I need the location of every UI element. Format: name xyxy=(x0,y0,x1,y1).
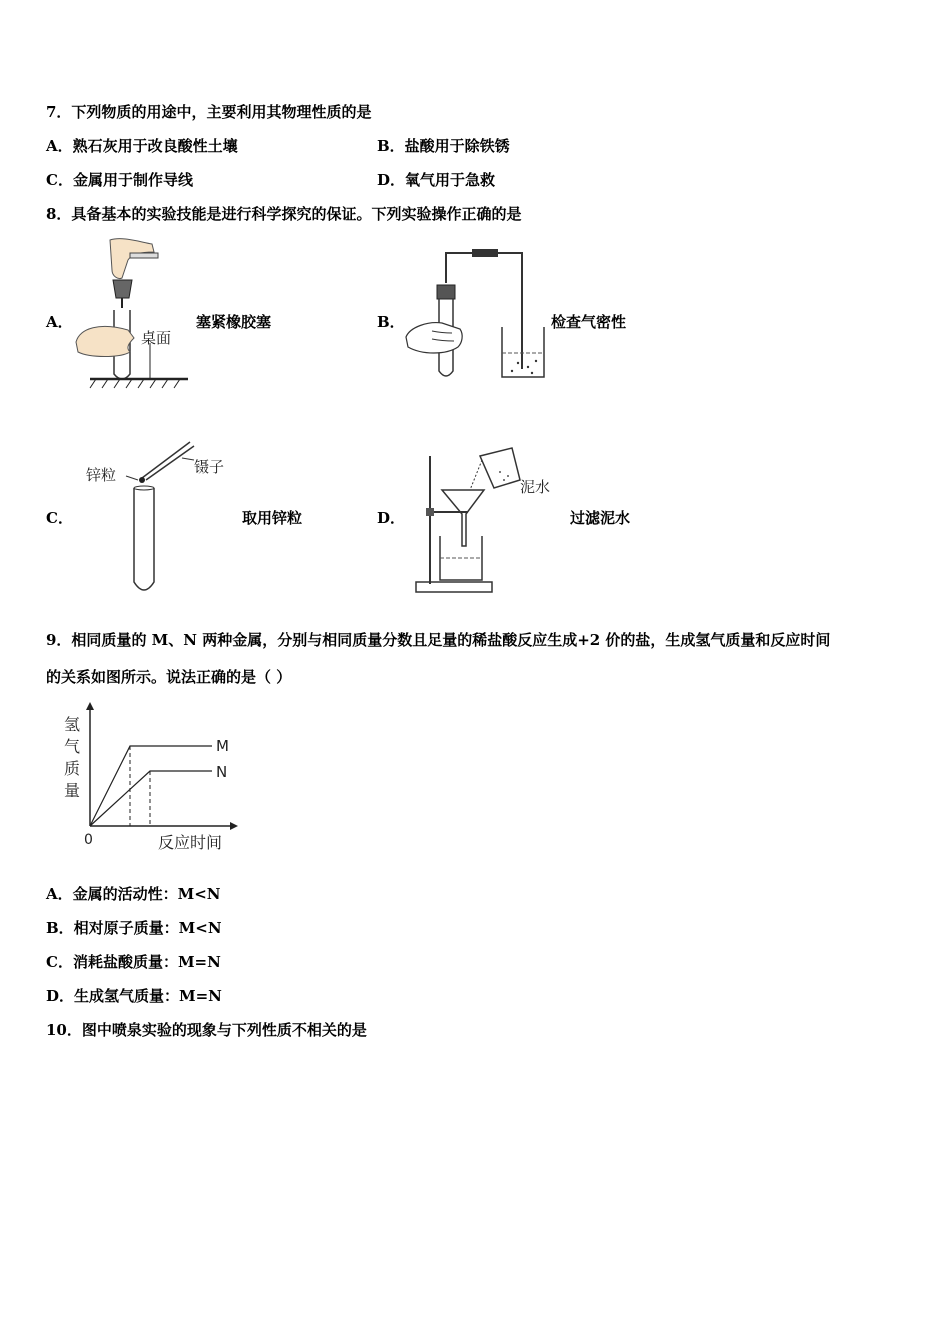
muddy-water-label: 泥水 xyxy=(520,478,551,496)
ylabel-char-2: 气 xyxy=(64,737,81,756)
q8-option-c-letter: C． xyxy=(46,509,73,527)
series-m-label: M xyxy=(216,737,229,755)
q9-option-c: C．消耗盐酸质量：M=N xyxy=(46,953,221,971)
figure-take-zinc xyxy=(84,436,234,596)
q9-option-b: B．相对原子质量：M<N xyxy=(46,919,222,937)
ylabel-char-1: 氢 xyxy=(64,715,81,734)
ylabel-char-4: 量 xyxy=(64,781,81,800)
figure-airtightness-check xyxy=(402,243,552,383)
hydrogen-time-graph xyxy=(56,700,246,858)
q7-option-d: D．氧气用于急救 xyxy=(377,171,496,189)
x-axis-arrow xyxy=(230,822,238,830)
q9-stem-line2: 的关系如图所示。说法正确的是（ ） xyxy=(46,668,292,686)
q8-option-b-caption: 检查气密性 xyxy=(551,313,627,331)
series-n-line xyxy=(90,771,212,826)
q8-option-a-caption: 塞紧橡胶塞 xyxy=(196,313,272,331)
q10-stem: 10．图中喷泉实验的现象与下列性质不相关的是 xyxy=(46,1021,367,1039)
zinc-label: 锌粒 xyxy=(86,466,117,484)
q8-option-d-caption: 过滤泥水 xyxy=(570,509,631,527)
zinc-granule xyxy=(139,477,145,483)
origin-label: 0 xyxy=(84,832,93,848)
q7-option-a: A．熟石灰用于改良酸性土壤 xyxy=(46,137,238,155)
series-m-line xyxy=(90,746,212,826)
xlabel: 反应时间 xyxy=(158,833,223,852)
q9-option-a: A．金属的活动性：M<N xyxy=(46,885,221,903)
y-axis-arrow xyxy=(86,702,94,710)
q8-option-b-letter: B． xyxy=(377,313,405,331)
q8-option-a-letter: A． xyxy=(46,313,73,331)
q7-option-c: C．金属用于制作导线 xyxy=(46,171,193,189)
table-label: 桌面 xyxy=(141,329,172,347)
q9-stem-line1: 9．相同质量的 M、N 两种金属，分别与相同质量分数且足量的稀盐酸反应生成+2 价的盐，生成氢气质量和反应时间 xyxy=(46,631,831,649)
q8-option-d-letter: D． xyxy=(377,509,406,527)
q7-option-b: B．盐酸用于除铁锈 xyxy=(377,137,510,155)
tweezer-label: 镊子 xyxy=(194,458,225,476)
q8-option-c-caption: 取用锌粒 xyxy=(242,509,303,527)
series-n-label: N xyxy=(216,763,228,781)
ylabel-char-3: 质 xyxy=(64,759,81,778)
q8-stem: 8．具备基本的实验技能是进行科学探究的保证。下列实验操作正确的是 xyxy=(46,205,522,223)
figure-insert-stopper xyxy=(70,238,190,390)
q9-option-d: D．生成氢气质量：M=N xyxy=(46,987,222,1005)
figure-filter-water xyxy=(412,446,562,596)
q7-stem: 7．下列物质的用途中，主要利用其物理性质的是 xyxy=(46,103,372,121)
